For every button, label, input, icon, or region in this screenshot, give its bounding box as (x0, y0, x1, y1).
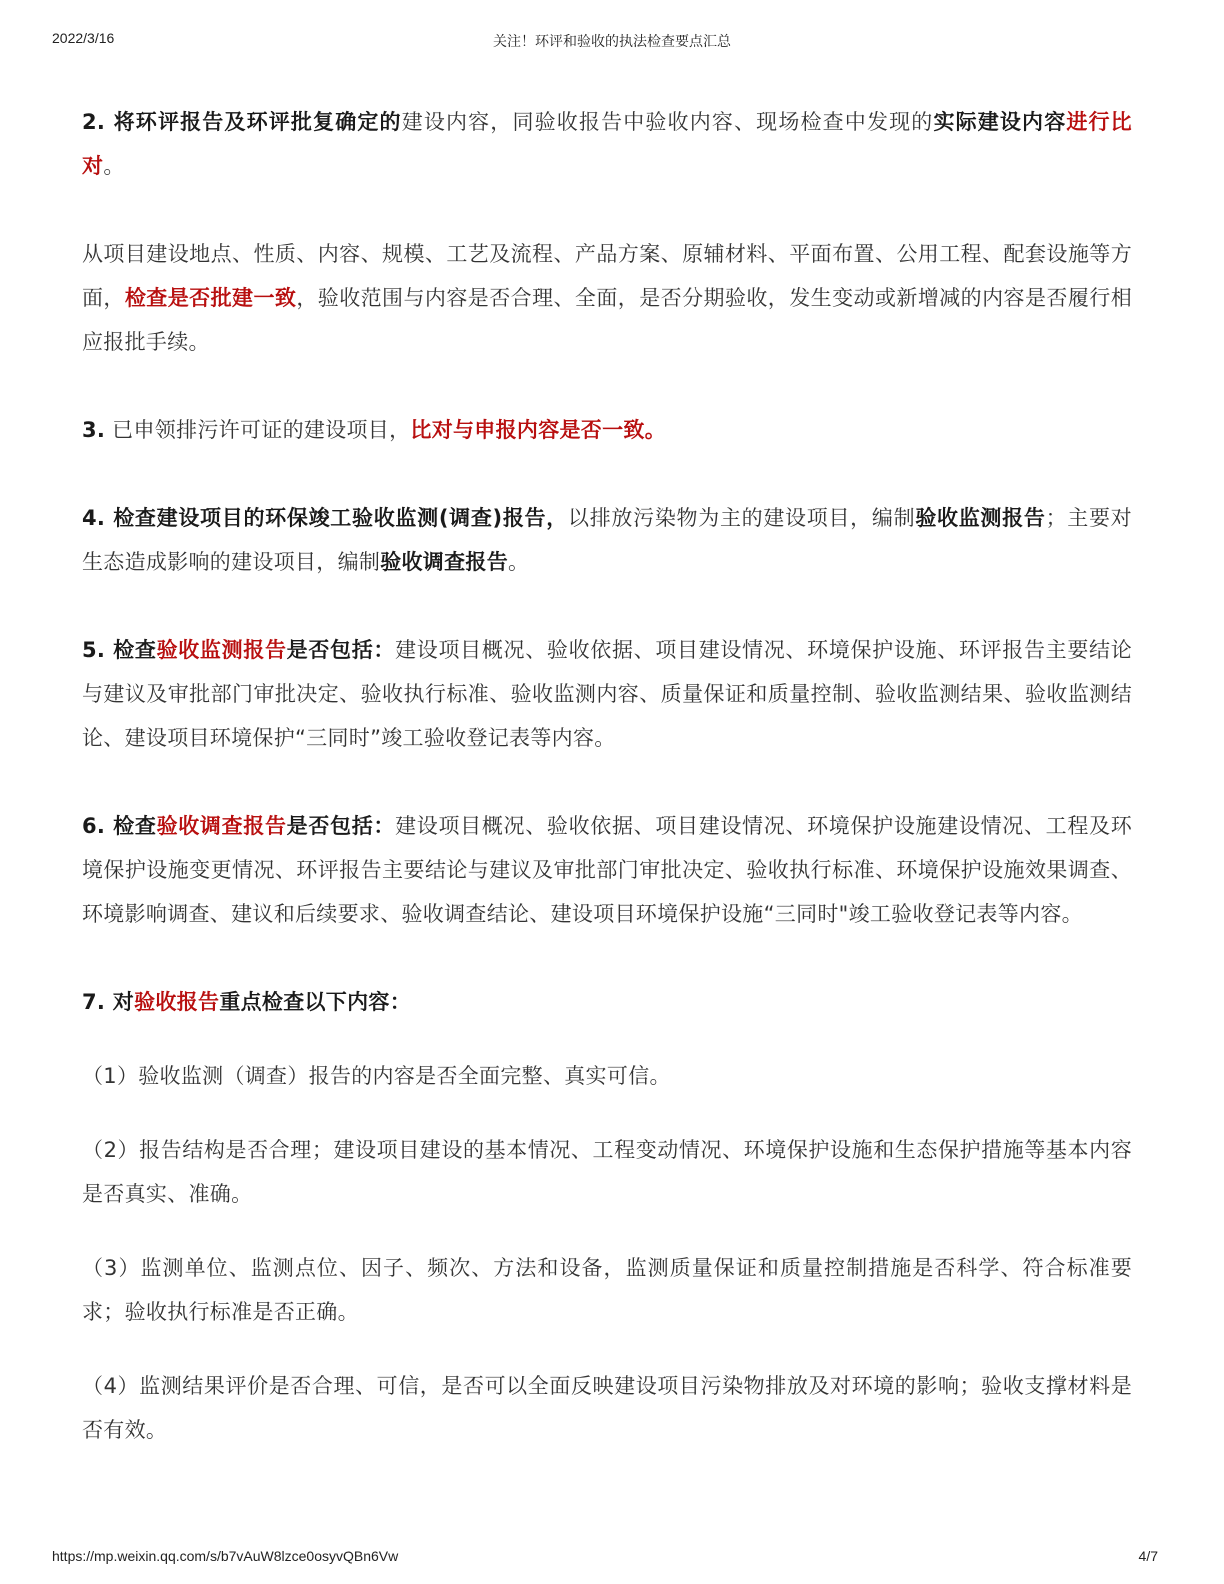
paragraph-5-lead-2: 是否包括： (286, 638, 396, 662)
source-url: https://mp.weixin.qq.com/s/b7vAuW8lzce0osyvQBn6Vw (52, 1548, 399, 1564)
paragraph-7 (82, 980, 1132, 1024)
paragraph-3-text: 已申领排污许可证的建设项目， (105, 418, 411, 442)
paragraph-2-end: 。 (103, 154, 125, 178)
paragraph-2-detail-highlight: 检查是否批建一致 (124, 286, 297, 310)
paragraph-4-emphasis-2: 验收调查报告 (380, 550, 509, 574)
paragraph-2-text: 建设内容，同验收报告中验收内容、现场检查中发现的 (401, 110, 934, 134)
list-item: （3）监测单位、监测点位、因子、频次、方法和设备，监测质量保证和质量控制措施是否科学、符合标准要求；验收执行标准是否正确。 (82, 1256, 1132, 1324)
list-item: （4）监测结果评价是否合理、可信，是否可以全面反映建设项目污染物排放及对环境的影响；验收支撑材料是否有效。 (82, 1374, 1132, 1442)
paragraph-2-emphasis: 实际建设内容 (933, 110, 1067, 134)
paragraph-4-emphasis-1: 验收监测报告 (915, 506, 1046, 530)
paragraph-2-lead: 2. 将环评报告及环评批复确定的 (82, 110, 402, 134)
paragraph-6-highlight: 验收调查报告 (156, 814, 287, 838)
article-body (82, 100, 1132, 1452)
paragraph-6-lead-2: 是否包括： (286, 814, 396, 838)
paragraph-2-highlight: 进行比对 (82, 110, 1132, 178)
paragraph-5-lead: 5. 检查 (82, 638, 157, 662)
paragraph-6-text: 建设项目概况、验收依据、项目建设情况、环境保护设施建设情况、工程及环境保护设施变更情况、环评报告主要结论与建议及审批部门审批决定、验收执行标准、环境保护设施效果调查、环境影响调查、建议和后续要求、验收调查结论、建设项目环境保护设施“三同时"竣工验收登记表等内容。 (82, 814, 1132, 926)
list-item: （1）验收监测（调查）报告的内容是否全面完整、真实可信。 (82, 1064, 671, 1088)
paragraph-2-detail (82, 232, 1132, 364)
paragraph-2-detail-rest: ，验收范围与内容是否合理、全面，是否分期验收，发生变动或新增减的内容是否履行相应报批手续。 (82, 286, 1132, 354)
paragraph-7-highlight: 验收报告 (134, 990, 220, 1014)
paragraph-7-lead: 7. 对 (82, 990, 135, 1014)
paragraph-3-number: 3. (82, 418, 106, 442)
paragraph-6 (82, 804, 1132, 936)
paragraph-2 (82, 100, 1132, 188)
paragraph-5 (82, 628, 1132, 760)
document-title: 关注！环评和验收的执法检查要点汇总 (493, 34, 731, 50)
paragraph-4-end: 。 (508, 550, 530, 574)
paragraph-4-text: 以排放污染物为主的建设项目，编制 (567, 506, 916, 530)
paragraph-2-detail-text: 从项目建设地点、性质、内容、规模、工艺及流程、产品方案、原辅材料、平面布置、公用工程、配套设施等方面， (82, 242, 1132, 310)
paragraph-6-lead: 6. 检查 (82, 814, 157, 838)
paragraph-5-highlight: 验收监测报告 (156, 638, 287, 662)
paragraph-5-text: 建设项目概况、验收依据、项目建设情况、环境保护设施、环评报告主要结论与建议及审批部门审批决定、验收执行标准、验收监测内容、质量保证和质量控制、验收监测结果、验收监测结论、建设项目环境保护“三同时”竣工验收登记表等内容。 (82, 638, 1132, 750)
paragraph-3 (82, 408, 1132, 452)
paragraph-4-text-2: ；主要对生态造成影响的建设项目，编制 (82, 506, 1132, 574)
page-number: 4/7 (1138, 1548, 1158, 1564)
list-item: （2）报告结构是否合理；建设项目建设的基本情况、工程变动情况、环境保护设施和生态保护措施等基本内容是否真实、准确。 (82, 1138, 1132, 1206)
paragraph-7-lead-2: 重点检查以下内容： (219, 990, 412, 1014)
paragraph-4 (82, 496, 1132, 584)
print-date: 2022/3/16 (52, 30, 115, 46)
paragraph-4-lead: 4. 检查建设项目的环保竣工验收监测(调查)报告， (82, 506, 568, 530)
paragraph-3-highlight: 比对与申报内容是否一致。 (410, 418, 666, 442)
